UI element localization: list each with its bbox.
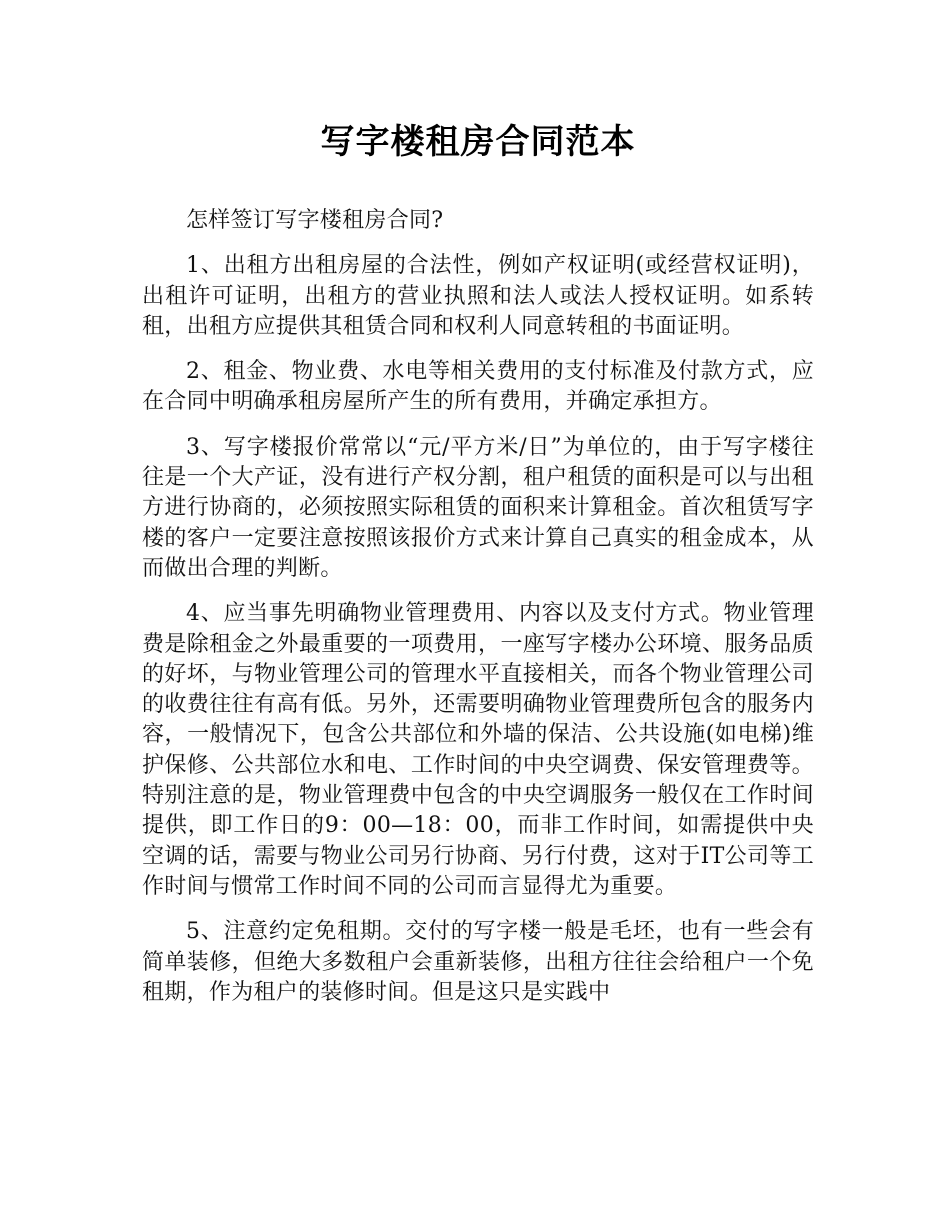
- paragraph-3-pricing: 3、写字楼报价常常以“元/平方米/日”为单位的，由于写字楼往往是一个大产证，没有进行产权分割，租户租赁的面积是可以与出租方进行协商的，必须按照实际租赁的面积来计算租金。首次租赁写字楼的客户一定要注意按照该报价方式来计算自己真实的租金成本，从而做出合理的判断。: [142, 434, 814, 581]
- document-title: 写字楼租房合同范本: [320, 122, 636, 162]
- document-page: [142, 0, 814, 1023]
- paragraph-2-fees: 2、租金、物业费、水电等相关费用的支付标准及付款方式，应在合同中明确承租房屋所产生的所有费用，并确定承担方。: [142, 359, 814, 415]
- intro-question: 怎样签订写字楼租房合同?: [186, 208, 444, 233]
- paragraph-1-legality: 1、出租方出租房屋的合法性，例如产权证明(或经营权证明)，出租许可证明，出租方的营业执照和法人或法人授权证明。如系转租，出租方应提供其租赁合同和权利人同意转租的书面证明。: [142, 253, 814, 339]
- paragraph-5-rent-free-period: 5、注意约定免租期。交付的写字楼一般是毛坯，也有一些会有简单装修，但绝大多数租户会重新装修，出租方往往会给租户一个免租期，作为租户的装修时间。但是这只是实践中: [142, 919, 814, 1005]
- paragraph-4-property-management: 4、应当事先明确物业管理费用、内容以及支付方式。物业管理费是除租金之外最重要的一项费用，一座写字楼办公环境、服务品质的好坏，与物业管理公司的管理水平直接相关，而各个物业管理公司的收费往往有高有低。另外，还需要明确物业管理费所包含的服务内容，一般情况下，包含公共部位和外墙的保洁、公共设施(如电梯)维护保修、公共部位水和电、工作时间的中央空调费、保安管理费等。特别注意的是，物业管理费中包含的中央空调服务一般仅在工作时间提供，即工作日的9：00—18：00，而非工作时间，如需提供中央空调的话，需要与物业公司另行协商、另行付费，这对于IT公司等工作时间与惯常工作时间不同的公司而言显得尤为重要。: [142, 601, 814, 899]
- document-body: [142, 206, 814, 1008]
